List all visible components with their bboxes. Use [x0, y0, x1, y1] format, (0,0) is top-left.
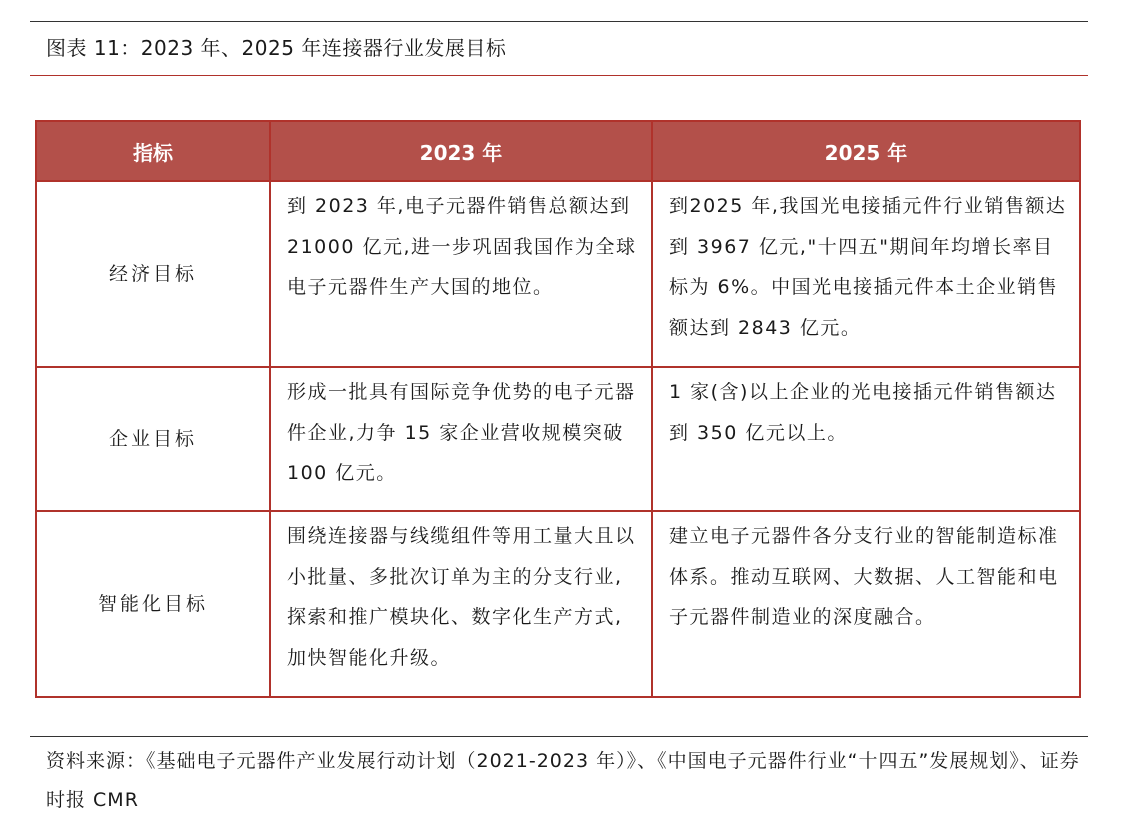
row-label-intelligent: 智能化目标 [36, 511, 270, 697]
table-header-row [36, 121, 1080, 181]
top-rule [30, 21, 1088, 22]
table-row [36, 367, 1080, 511]
cell-enterprise-2023: 形成一批具有国际竞争优势的电子元器件企业,力争 15 家企业营收规模突破 100 亿元。 [270, 367, 652, 511]
table-row [36, 181, 1080, 367]
cell-economic-2025: 到2025 年,我国光电接插元件行业销售额达到 3967 亿元,"十四五"期间年均增长率目标为 6%。中国光电接插元件本土企业销售额达到 2843 亿元。 [652, 181, 1080, 367]
figure-title: 图表 11：2023 年、2025 年连接器行业发展目标 [46, 36, 507, 60]
row-label-economic: 经济目标 [36, 181, 270, 367]
targets-table [35, 120, 1081, 698]
cell-intelligent-2023: 围绕连接器与线缆组件等用工量大且以小批量、多批次订单为主的分支行业,探索和推广模块化、数字化生产方式,加快智能化升级。 [270, 511, 652, 697]
header-2023: 2023 年 [270, 121, 652, 181]
title-underline [30, 75, 1088, 76]
cell-economic-2023: 到 2023 年,电子元器件销售总额达到 21000 亿元,进一步巩固我国作为全球电子元器件生产大国的地位。 [270, 181, 652, 367]
source-note: 资料来源：《基础电子元器件产业发展行动计划（2021-2023 年）》、《中国电子元器件行业“十四五”发展规划》、证券时报 CMR [46, 750, 1080, 811]
cell-enterprise-2025: 1 家(含)以上企业的光电接插元件销售额达到 350 亿元以上。 [652, 367, 1080, 511]
cell-intelligent-2025: 建立电子元器件各分支行业的智能制造标准体系。推动互联网、大数据、人工智能和电子元器件制造业的深度融合。 [652, 511, 1080, 697]
header-indicator: 指标 [36, 121, 270, 181]
bottom-rule [30, 736, 1088, 737]
table-row [36, 511, 1080, 697]
row-label-enterprise: 企业目标 [36, 367, 270, 511]
header-2025: 2025 年 [652, 121, 1080, 181]
